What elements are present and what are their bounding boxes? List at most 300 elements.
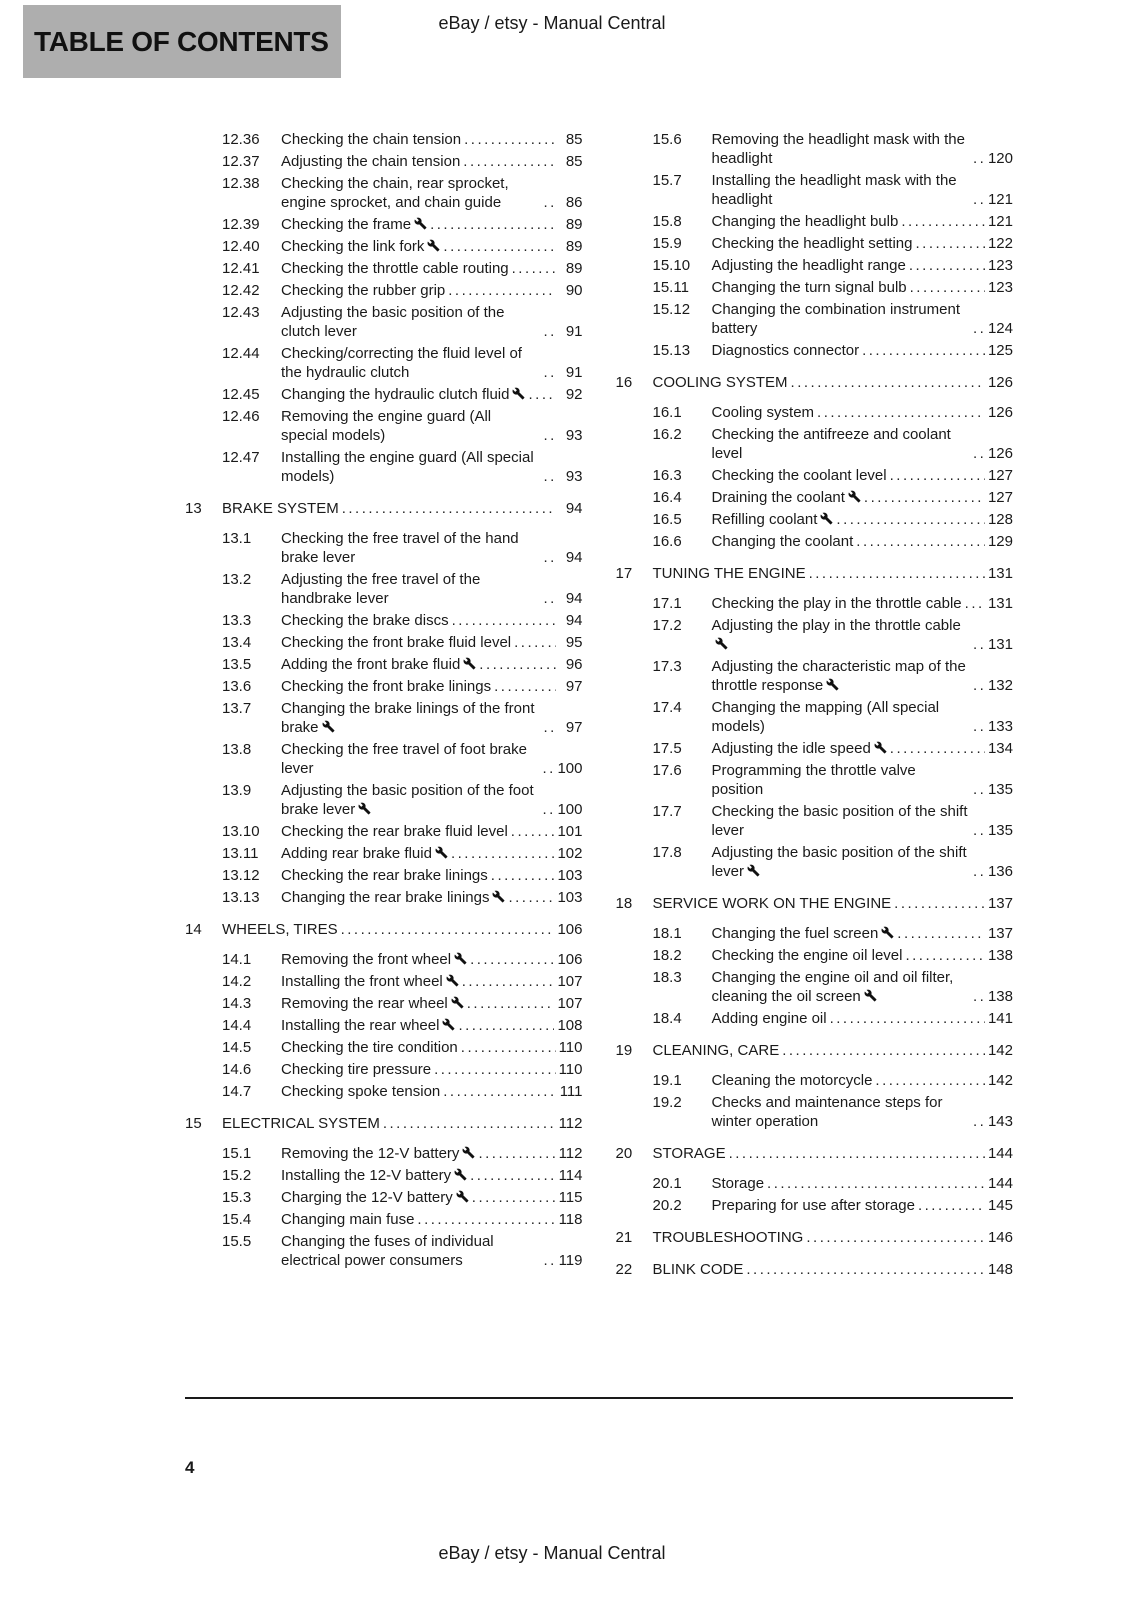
- toc-entry-page: 137: [987, 925, 1013, 942]
- toc-entry-row: [616, 466, 1014, 485]
- toc-entry-title: Checking the frame: [281, 215, 427, 234]
- dot-leader: [542, 800, 554, 819]
- toc-entry-page: 121: [987, 213, 1013, 230]
- toc-entry-number: 15.13: [652, 342, 691, 359]
- toc-entry-number: 13.8: [222, 741, 252, 758]
- toc-entry-row: [185, 1038, 583, 1057]
- toc-entry-page: 123: [987, 257, 1013, 274]
- toc-entry-row: [616, 278, 1014, 297]
- toc-chapter-row: [616, 1144, 1014, 1163]
- toc-entry-row: [185, 655, 583, 674]
- dot-leader: [462, 972, 555, 991]
- toc-entry-title: ELECTRICAL SYSTEM: [222, 1115, 380, 1132]
- toc-entry-row: [185, 994, 583, 1013]
- dot-leader: [341, 920, 555, 939]
- wrench-icon: [414, 217, 427, 230]
- toc-entry-number: 13.10: [222, 823, 260, 840]
- toc-entry-row: [185, 699, 583, 737]
- toc-entry-page: 126: [987, 374, 1013, 391]
- toc-entry-number: 14.5: [222, 1039, 252, 1056]
- toc-entry-title: Adjusting the play in the throttle cable: [712, 616, 970, 654]
- dot-leader: [817, 403, 985, 422]
- toc-entry-row: [185, 611, 583, 630]
- toc-entry-page: 108: [557, 1017, 583, 1034]
- toc-entry-number: 14.3: [222, 995, 252, 1012]
- wrench-icon: [747, 864, 760, 877]
- toc-entry-number: 12.45: [222, 386, 260, 403]
- toc-entry-number: 14.6: [222, 1061, 252, 1078]
- dot-leader: [467, 994, 555, 1013]
- toc-entry-row: [616, 739, 1014, 758]
- dot-leader: [862, 341, 985, 360]
- page-title: TABLE OF CONTENTS: [34, 25, 329, 57]
- toc-entry-page: 94: [565, 549, 583, 566]
- toc-entry-page: 97: [565, 678, 583, 695]
- toc-entry-page: 89: [565, 216, 583, 233]
- toc-entry-row: [185, 130, 583, 149]
- toc-entry-number: 13.12: [222, 867, 260, 884]
- toc-entry-title: Changing the engine oil and oil filter, cleaning the oil screen: [711, 969, 954, 1005]
- toc-entry-page: 121: [987, 191, 1013, 208]
- toc-entry-page: 145: [987, 1197, 1013, 1214]
- dot-leader: [973, 190, 985, 209]
- dot-leader: [448, 281, 555, 300]
- toc-entry-page: 142: [987, 1042, 1013, 1059]
- toc-entry-page: 110: [558, 1061, 583, 1078]
- wrench-icon: [826, 678, 839, 691]
- toc-entry-page: 100: [557, 801, 583, 818]
- toc-entry-row: [616, 657, 1014, 695]
- toc-entry-number: 15.6: [652, 131, 682, 148]
- toc-entry-page: 132: [987, 677, 1013, 694]
- toc-entry-page: 89: [565, 238, 583, 255]
- toc-entry-title: Checking/correcting the fluid level of the hydraulic clutch: [281, 345, 522, 381]
- toc-entry-title: Changing the combination instrument battery: [711, 301, 960, 337]
- toc-entry-page: 133: [987, 718, 1013, 735]
- toc-entry-number: 12.41: [222, 260, 260, 277]
- dot-leader: [856, 532, 985, 551]
- toc-entry-number: 19.2: [652, 1094, 682, 1111]
- toc-entry-title: BLINK CODE: [652, 1261, 744, 1278]
- footer-site-title: [0, 1543, 1130, 1564]
- toc-chapter-row: [616, 373, 1014, 392]
- toc-entry-number: 13.11: [222, 845, 259, 862]
- toc-entry-title: Adjusting the headlight range: [711, 257, 906, 274]
- dot-leader: [973, 319, 985, 338]
- dot-leader: [512, 259, 556, 278]
- dot-leader: [544, 548, 556, 567]
- toc-entry-page: 138: [987, 988, 1013, 1005]
- toc-entry-number: 20.2: [652, 1197, 682, 1214]
- toc-entry-page: 93: [565, 427, 583, 444]
- dot-leader: [494, 677, 555, 696]
- toc-entry-number: 16: [615, 374, 633, 391]
- toc-chapter-row: [616, 894, 1014, 913]
- dot-leader: [973, 444, 985, 463]
- toc-entry-page: 131: [987, 636, 1013, 653]
- dot-leader: [383, 1114, 556, 1133]
- toc-entry-number: 12.47: [222, 449, 260, 466]
- toc-entry-title: Checking the basic position of the shift lever: [711, 803, 968, 839]
- dot-leader: [973, 149, 985, 168]
- toc-entry-row: [185, 259, 583, 278]
- toc-entry-number: 17.6: [652, 762, 682, 779]
- toc-columns: [185, 130, 1013, 1290]
- toc-entry-number: 15: [185, 1115, 202, 1132]
- toc-entry-row: [616, 510, 1014, 529]
- toc-entry-title: Changing the headlight bulb: [711, 213, 899, 230]
- dot-leader: [542, 759, 554, 778]
- toc-entry-title: Checking the rear brake linings: [281, 867, 488, 884]
- toc-entry-title: Adjusting the characteristic map of the throttle response: [711, 658, 966, 694]
- toc-entry-number: 17: [615, 565, 633, 582]
- toc-entry-number: 15.1: [222, 1145, 252, 1162]
- wrench-icon: [715, 637, 728, 650]
- toc-entry-title: Storage: [711, 1175, 765, 1192]
- dot-leader: [864, 488, 985, 507]
- toc-entry-title: Checking the front brake fluid level: [281, 634, 512, 651]
- toc-entry-row: [185, 1082, 583, 1101]
- toc-entry-title: Checking the coolant level: [711, 467, 887, 484]
- toc-entry-page: 90: [565, 282, 583, 299]
- toc-entry-row: [616, 425, 1014, 463]
- toc-entry-number: 18.2: [652, 947, 682, 964]
- toc-entry-page: 91: [565, 323, 583, 340]
- toc-entry-page: 115: [558, 1189, 583, 1206]
- toc-entry-title: BRAKE SYSTEM: [222, 500, 339, 517]
- toc-entry-number: 12.38: [222, 175, 260, 192]
- wrench-icon: [881, 926, 894, 939]
- toc-entry-row: [185, 888, 583, 907]
- toc-entry-row: [616, 171, 1014, 209]
- toc-entry-row: [185, 822, 583, 841]
- dot-leader: [791, 373, 985, 392]
- toc-entry-row: [185, 1060, 583, 1079]
- dot-leader: [514, 633, 555, 652]
- toc-entry-title: Checking the front brake linings: [281, 678, 492, 695]
- wrench-icon: [451, 996, 464, 1009]
- dot-leader: [973, 862, 985, 881]
- toc-entry-page: 86: [565, 194, 583, 211]
- toc-entry-row: [185, 972, 583, 991]
- dot-leader: [528, 385, 555, 404]
- toc-entry-page: 110: [558, 1039, 583, 1056]
- toc-entry-row: [616, 924, 1014, 943]
- toc-entry-number: 13.1: [222, 530, 252, 547]
- toc-entry-row: [616, 1196, 1014, 1215]
- toc-entry-title: Installing the engine guard (All special models): [281, 449, 534, 485]
- toc-entry-number: 13.3: [222, 612, 252, 629]
- wrench-icon: [456, 1190, 469, 1203]
- toc-entry-row: [616, 1009, 1014, 1028]
- dot-leader: [875, 1071, 985, 1090]
- toc-entry-page: 131: [987, 565, 1013, 582]
- header-site-title: [0, 13, 1130, 34]
- toc-entry-title: Cooling system: [711, 404, 815, 421]
- toc-entry-number: 16.1: [652, 404, 682, 421]
- toc-entry-title: Cleaning the motorcycle: [711, 1072, 873, 1089]
- toc-entry-page: 118: [558, 1211, 583, 1228]
- toc-entry-title: Checking spoke tension: [281, 1083, 441, 1100]
- dot-leader: [830, 1009, 985, 1028]
- toc-entry-number: 15.12: [652, 301, 691, 318]
- toc-entry-number: 13.2: [222, 571, 252, 588]
- toc-entry-number: 20.1: [652, 1175, 682, 1192]
- toc-entry-number: 15.11: [652, 279, 689, 296]
- wrench-icon: [322, 720, 335, 733]
- toc-entry-page: 94: [565, 612, 583, 629]
- toc-entry-row: [616, 761, 1014, 799]
- toc-entry-row: [616, 594, 1014, 613]
- toc-chapter-row: [185, 1114, 583, 1133]
- dot-leader: [806, 1228, 985, 1247]
- toc-entry-row: [185, 1210, 583, 1229]
- toc-entry-title: Checking the play in the throttle cable: [711, 595, 962, 612]
- toc-entry-number: 13.6: [222, 678, 252, 695]
- toc-entry-title: Checking the free travel of foot brake lever: [281, 741, 527, 777]
- toc-entry-number: 16.3: [652, 467, 682, 484]
- toc-entry-row: [185, 677, 583, 696]
- toc-entry-title: Changing the coolant: [711, 533, 854, 550]
- dot-leader: [894, 894, 985, 913]
- wrench-icon: [463, 657, 476, 670]
- dot-leader: [472, 1188, 556, 1207]
- dot-leader: [901, 212, 985, 231]
- toc-entry-title: Adding rear brake fluid: [281, 844, 448, 863]
- page-number: 4: [185, 1458, 195, 1477]
- toc-entry-title: Draining the coolant: [712, 488, 861, 507]
- toc-entry-title: Checking the free travel of the hand brake lever: [281, 530, 519, 566]
- toc-chapter-row: [616, 1260, 1014, 1279]
- toc-entry-row: [185, 1144, 583, 1163]
- wrench-icon: [442, 1018, 455, 1031]
- toc-entry-page: 107: [557, 973, 583, 990]
- toc-entry-row: [616, 616, 1014, 654]
- toc-entry-row: [616, 946, 1014, 965]
- toc-entry-number: 13.7: [222, 700, 252, 717]
- toc-entry-page: 144: [987, 1145, 1013, 1162]
- dot-leader: [973, 717, 985, 736]
- dot-leader: [890, 466, 985, 485]
- toc-entry-title: COOLING SYSTEM: [652, 374, 788, 391]
- toc-chapter-row: [185, 920, 583, 939]
- toc-entry-title: Adjusting the idle speed: [712, 739, 887, 758]
- toc-entry-number: 16.5: [652, 511, 682, 528]
- toc-entry-page: 92: [565, 386, 583, 403]
- wrench-icon: [446, 974, 459, 987]
- toc-entry-page: 89: [565, 260, 583, 277]
- dot-leader: [452, 611, 556, 630]
- toc-entry-row: [616, 300, 1014, 338]
- wrench-icon: [848, 490, 861, 503]
- toc-entry-number: 12.39: [222, 216, 260, 233]
- toc-entry-title: Checking the link fork: [281, 237, 440, 256]
- toc-entry-number: 20: [615, 1145, 633, 1162]
- toc-chapter-row: [616, 1041, 1014, 1060]
- dot-leader: [544, 718, 556, 737]
- dot-leader: [890, 739, 985, 758]
- toc-entry-row: [616, 532, 1014, 551]
- dot-leader: [746, 1260, 985, 1279]
- toc-entry-page: 126: [987, 404, 1013, 421]
- toc-entry-number: 17.4: [652, 699, 682, 716]
- toc-entry-title: Adjusting the free travel of the handbrake lever: [281, 571, 481, 607]
- dot-leader: [508, 888, 554, 907]
- toc-entry-page: 123: [987, 279, 1013, 296]
- toc-entry-title: Adjusting the basic position of the clutch lever: [281, 304, 505, 340]
- wrench-icon: [864, 989, 877, 1002]
- toc-entry-page: 102: [557, 845, 583, 862]
- toc-entry-number: 14.7: [222, 1083, 252, 1100]
- toc-entry-number: 13: [185, 500, 202, 517]
- toc-entry-number: 16.6: [652, 533, 682, 550]
- toc-entry-number: 13.13: [222, 889, 260, 906]
- dot-leader: [430, 215, 555, 234]
- toc-entry-page: 138: [987, 947, 1013, 964]
- toc-entry-row: [185, 174, 583, 212]
- dot-leader: [544, 467, 556, 486]
- toc-entry-title: STORAGE: [652, 1145, 726, 1162]
- toc-entry-number: 17.8: [652, 844, 682, 861]
- toc-entry-row: [185, 303, 583, 341]
- dot-leader: [458, 1016, 554, 1035]
- toc-entry-title: Changing the rear brake linings: [281, 888, 505, 907]
- toc-entry-row: [185, 281, 583, 300]
- toc-entry-row: [185, 385, 583, 404]
- toc-entry-row: [616, 488, 1014, 507]
- toc-entry-number: 16.2: [652, 426, 682, 443]
- toc-entry-page: 131: [987, 595, 1013, 612]
- dot-leader: [443, 1082, 555, 1101]
- dot-leader: [836, 510, 985, 529]
- toc-entry-number: 14: [185, 921, 202, 938]
- dot-leader: [478, 1144, 555, 1163]
- toc-entry-number: 16.4: [652, 489, 682, 506]
- toc-entry-number: 17.3: [652, 658, 682, 675]
- toc-entry-page: 146: [987, 1229, 1013, 1246]
- toc-entry-number: 12.37: [222, 153, 260, 170]
- dot-leader: [544, 322, 556, 341]
- toc-entry-page: 111: [559, 1083, 583, 1100]
- dot-leader: [918, 1196, 985, 1215]
- dot-leader: [973, 780, 985, 799]
- toc-entry-title: Adjusting the chain tension: [281, 153, 461, 170]
- toc-entry-page: 143: [987, 1113, 1013, 1130]
- toc-entry-page: 126: [987, 445, 1013, 462]
- toc-entry-number: 12.36: [222, 131, 260, 148]
- toc-entry-row: [185, 215, 583, 234]
- toc-entry-page: 91: [565, 364, 583, 381]
- toc-entry-number: 18.1: [652, 925, 682, 942]
- dot-leader: [491, 866, 555, 885]
- toc-entry-page: 107: [557, 995, 583, 1012]
- toc-entry-row: [616, 256, 1014, 275]
- dot-leader: [973, 635, 985, 654]
- toc-entry-number: 19.1: [652, 1072, 682, 1089]
- dot-leader: [461, 1038, 556, 1057]
- toc-entry-page: 137: [987, 895, 1013, 912]
- toc-entry-page: 125: [987, 342, 1013, 359]
- toc-entry-page: 134: [987, 740, 1013, 757]
- dot-leader: [470, 950, 554, 969]
- toc-entry-title: Checking the chain tension: [281, 131, 462, 148]
- toc-entry-page: 112: [558, 1115, 583, 1132]
- toc-entry-row: [616, 1093, 1014, 1131]
- toc-entry-row: [185, 448, 583, 486]
- toc-entry-number: 15.10: [652, 257, 691, 274]
- toc-entry-number: 17.7: [652, 803, 682, 820]
- toc-entry-row: [616, 130, 1014, 168]
- toc-entry-page: 93: [565, 468, 583, 485]
- toc-entry-title: CLEANING, CARE: [652, 1042, 780, 1059]
- dot-leader: [905, 946, 985, 965]
- dot-leader: [464, 130, 555, 149]
- toc-entry-row: [616, 212, 1014, 231]
- toc-entry-row: [616, 1174, 1014, 1193]
- toc-entry-title: Removing the 12-V battery: [281, 1144, 475, 1163]
- toc-entry-title: Checking tire pressure: [281, 1061, 432, 1078]
- dot-leader: [443, 237, 555, 256]
- toc-entry-row: [185, 1232, 583, 1270]
- dot-leader: [897, 924, 985, 943]
- dot-leader: [342, 499, 556, 518]
- dot-leader: [417, 1210, 555, 1229]
- toc-entry-number: 13.4: [222, 634, 252, 651]
- dot-leader: [973, 987, 985, 1006]
- dot-leader: [910, 278, 985, 297]
- toc-entry-page: 120: [987, 150, 1013, 167]
- dot-leader: [909, 256, 985, 275]
- toc-entry-title: Removing the engine guard (All special models): [281, 408, 492, 444]
- toc-entry-number: 17.5: [652, 740, 682, 757]
- toc-entry-row: [185, 1016, 583, 1035]
- toc-entry-row: [185, 740, 583, 778]
- toc-entry-number: 14.4: [222, 1017, 252, 1034]
- dot-leader: [782, 1041, 985, 1060]
- toc-entry-page: 129: [987, 533, 1013, 550]
- toc-entry-row: [616, 698, 1014, 736]
- toc-entry-page: 85: [565, 153, 583, 170]
- wrench-icon: [874, 741, 887, 754]
- toc-entry-page: 144: [987, 1175, 1013, 1192]
- wrench-icon: [462, 1146, 475, 1159]
- toc-entry-number: 19: [615, 1042, 633, 1059]
- wrench-icon: [512, 387, 525, 400]
- toc-entry-page: 135: [987, 781, 1013, 798]
- toc-entry-number: 18.3: [652, 969, 682, 986]
- toc-entry-title: Checking the headlight setting: [711, 235, 913, 252]
- toc-chapter-row: [616, 1228, 1014, 1247]
- toc-entry-page: 101: [557, 823, 583, 840]
- toc-entry-title: Installing the headlight mask with the headlight: [711, 172, 957, 208]
- toc-entry-title: Changing the fuses of individual electrical power consumers: [281, 1233, 494, 1269]
- toc-entry-row: [616, 843, 1014, 881]
- toc-entry-number: 15.4: [222, 1211, 252, 1228]
- toc-entry-number: 13.5: [222, 656, 252, 673]
- dot-leader: [973, 821, 985, 840]
- toc-entry-number: 14.2: [222, 973, 252, 990]
- toc-entry-number: 15.5: [222, 1233, 252, 1250]
- toc-entry-title: Programming the throttle valve position: [711, 762, 916, 798]
- dot-leader: [729, 1144, 985, 1163]
- toc-entry-page: 122: [987, 235, 1013, 252]
- toc-entry-row: [185, 152, 583, 171]
- toc-entry-title: Checking the engine oil level: [711, 947, 903, 964]
- toc-entry-row: [185, 529, 583, 567]
- toc-entry-title: Removing the headlight mask with the headlight: [711, 131, 965, 167]
- toc-entry-page: 124: [987, 320, 1013, 337]
- toc-entry-page: 112: [558, 1145, 583, 1162]
